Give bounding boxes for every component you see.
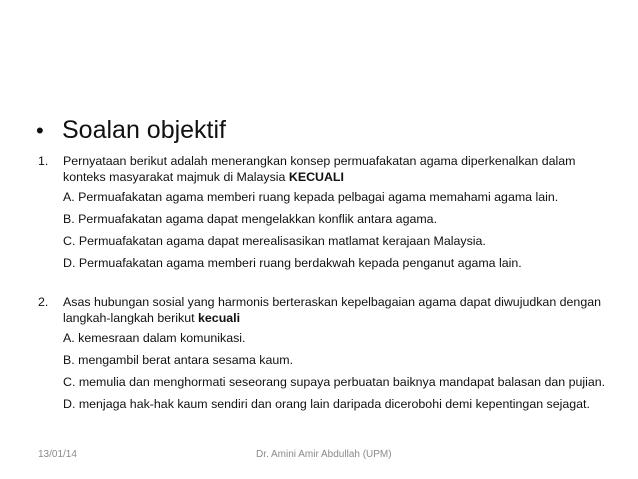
- question-1: [38, 153, 608, 271]
- option-d: D. Permuafakatan agama memberi ruang berdakwah kepada penganut agama lain.: [63, 256, 522, 270]
- question-keyword: KECUALI: [288, 170, 344, 184]
- question-number: 1.: [38, 154, 49, 168]
- footer-date: 13/01/14: [38, 449, 77, 460]
- question-stem-text: Pernyataan berikut adalah menerangkan konsep permuafakatan agama diperkenalkan dalam konteks masyarakat majmuk di Malaysia: [63, 154, 576, 184]
- question-stem: [63, 153, 608, 185]
- question-stem: [63, 294, 608, 326]
- option-d: D. menjaga hak-hak kaum sendiri dan orang lain daripada dicerobohi demi kepentingan sejagat.: [63, 397, 590, 411]
- question-stem-text: Asas hubungan sosial yang harmonis berteraskan kepelbagaian agama dapat diwujudkan dengan langkah-langkah berikut: [63, 295, 601, 325]
- option-b: B. mengambil berat antara sesama kaum.: [63, 353, 294, 367]
- option-b: B. Permuafakatan agama dapat mengelakkan konflik antara agama.: [63, 212, 438, 226]
- footer-author: Dr. Amini Amir Abdullah (UPM): [256, 449, 392, 460]
- slide-heading: [36, 116, 226, 145]
- question-keyword: kecuali: [198, 311, 241, 325]
- question-2: [38, 294, 608, 412]
- bullet-icon: •: [36, 117, 44, 143]
- question-number: 2.: [38, 295, 49, 309]
- heading-text: Soalan objektif: [62, 116, 227, 144]
- option-a: A. kemesraan dalam komunikasi.: [63, 331, 246, 345]
- option-a: A. Permuafakatan agama memberi ruang kepada pelbagai agama memahami agama lain.: [63, 190, 559, 204]
- option-c: C. memulia dan menghormati seseorang supaya perbuatan baiknya mandapat balasan dan pujian.: [63, 375, 606, 389]
- option-c: C. Permuafakatan agama dapat merealisasikan matlamat kerajaan Malaysia.: [63, 234, 486, 248]
